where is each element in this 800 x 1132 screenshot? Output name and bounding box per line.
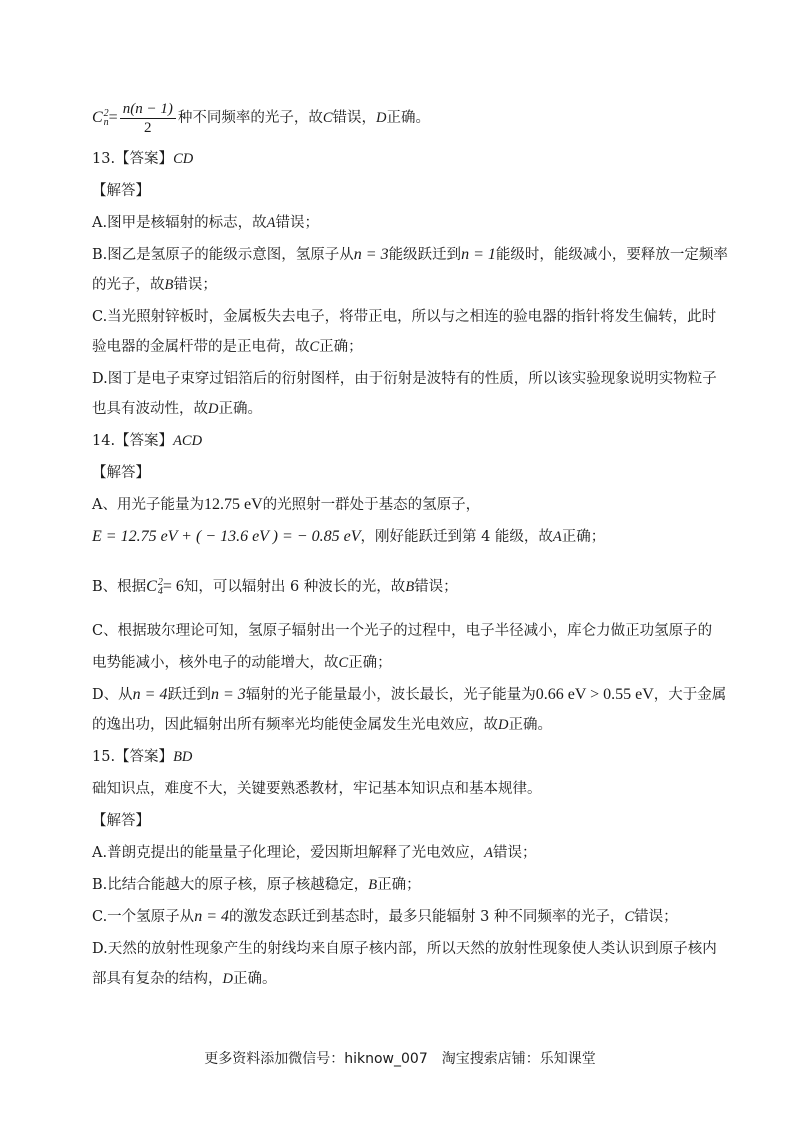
page-footer: 更多资料添加微信号：hiknow_007 淘宝搜索店铺：乐知课堂	[204, 1051, 596, 1067]
q14-option-b: B、根据C2 4= 6知，可以辐射出 6 种波长的光，故B错误；	[92, 577, 458, 598]
fraction: $\frac{n(n - 1)}{2}$	[120, 100, 176, 137]
q14-option-a-line1: A、用光子能量为12.75 eV的光照射一群处于基态的氢原子，	[92, 496, 481, 513]
q14-option-a-line2: E = 12.75 eV + ( − 13.6 eV ) = − 0.85 eV，刚好能跃迁到第 4 能级，故A正确；	[92, 528, 606, 545]
q15-option-b: B.比结合能越大的原子核，原子核越稳定，B正确；	[92, 877, 421, 893]
q13-option-d-line2: 也具有波动性，故D正确。	[92, 401, 262, 417]
combination-symbol: C2 n	[92, 108, 109, 129]
q14-option-c-line2: 电势能减小，核外电子的动能增大，故C正确；	[92, 655, 392, 671]
q13-option-b-line2: 的光子，故B错误；	[92, 277, 217, 293]
q15-answer: 15.【答案】BD	[92, 749, 193, 765]
q15-option-d-line2: 部具有复杂的结构，D正确。	[92, 971, 277, 987]
q15-option-a: A.普朗克提出的能量量子化理论，爱因斯坦解释了光电效应，A错误；	[92, 845, 537, 861]
q13-solution-heading: 【解答】	[92, 183, 150, 199]
q14-solution-heading: 【解答】	[92, 465, 150, 481]
q13-option-c-line1: C.当光照射锌板时，金属板失去电子，将带正电，所以与之相连的验电器的指针将发生偏转，此时	[92, 309, 717, 325]
q13-option-c-line2: 验电器的金属杆带的是正电荷，故C正确；	[92, 339, 363, 355]
q13-answer: 13.【答案】CD	[92, 151, 194, 167]
q15-option-d-line1: D.天然的放射性现象产生的射线均来自原子核内部，所以天然的放射性现象使人类认识到原子核内	[92, 941, 717, 957]
q15-solution-heading: 【解答】	[92, 813, 150, 829]
q13-option-d-line1: D.图丁是电子束穿过铝箔后的衍射图样，由于衍射是波特有的性质，所以该实验现象说明实物粒子	[92, 371, 717, 387]
q13-option-b-line1: B.图乙是氢原子的能级示意图，氢原子从n = 3能级跃迁到n = 1能级时，能级减小，要释放一定频率	[92, 246, 728, 263]
q15-option-c: C.一个氢原子从n = 4的激发态跃迁到基态时，最多只能辐射 3 种不同频率的光子，C错误；	[92, 908, 678, 925]
q14-option-d-line2: 的逸出功，因此辐射出所有频率光均能使金属发生光电效应，故D正确。	[92, 717, 552, 733]
formula-line: C2 n= $\frac{n(n - 1)}{2}$ 种不同频率的光子，故C错误，D正确。	[92, 100, 430, 136]
q14-answer: 14.【答案】ACD	[92, 433, 203, 449]
q14-option-c-line1: C、根据玻尔理论可知，氢原子辐射出一个光子的过程中，电子半径减小，库仑力做正功氢原子的	[92, 623, 713, 639]
q13-option-a: A.图甲是核辐射的标志，故A错误；	[92, 215, 319, 231]
q14-option-d-line1: D、从n = 4跃迁到n = 3辐射的光子能量最小，波长最长，光子能量为0.66 eV > 0.55 eV，大于金属	[92, 686, 727, 703]
q15-note: 础知识点，难度不大，关键要熟悉教材，牢记基本知识点和基本规律。	[92, 781, 542, 797]
